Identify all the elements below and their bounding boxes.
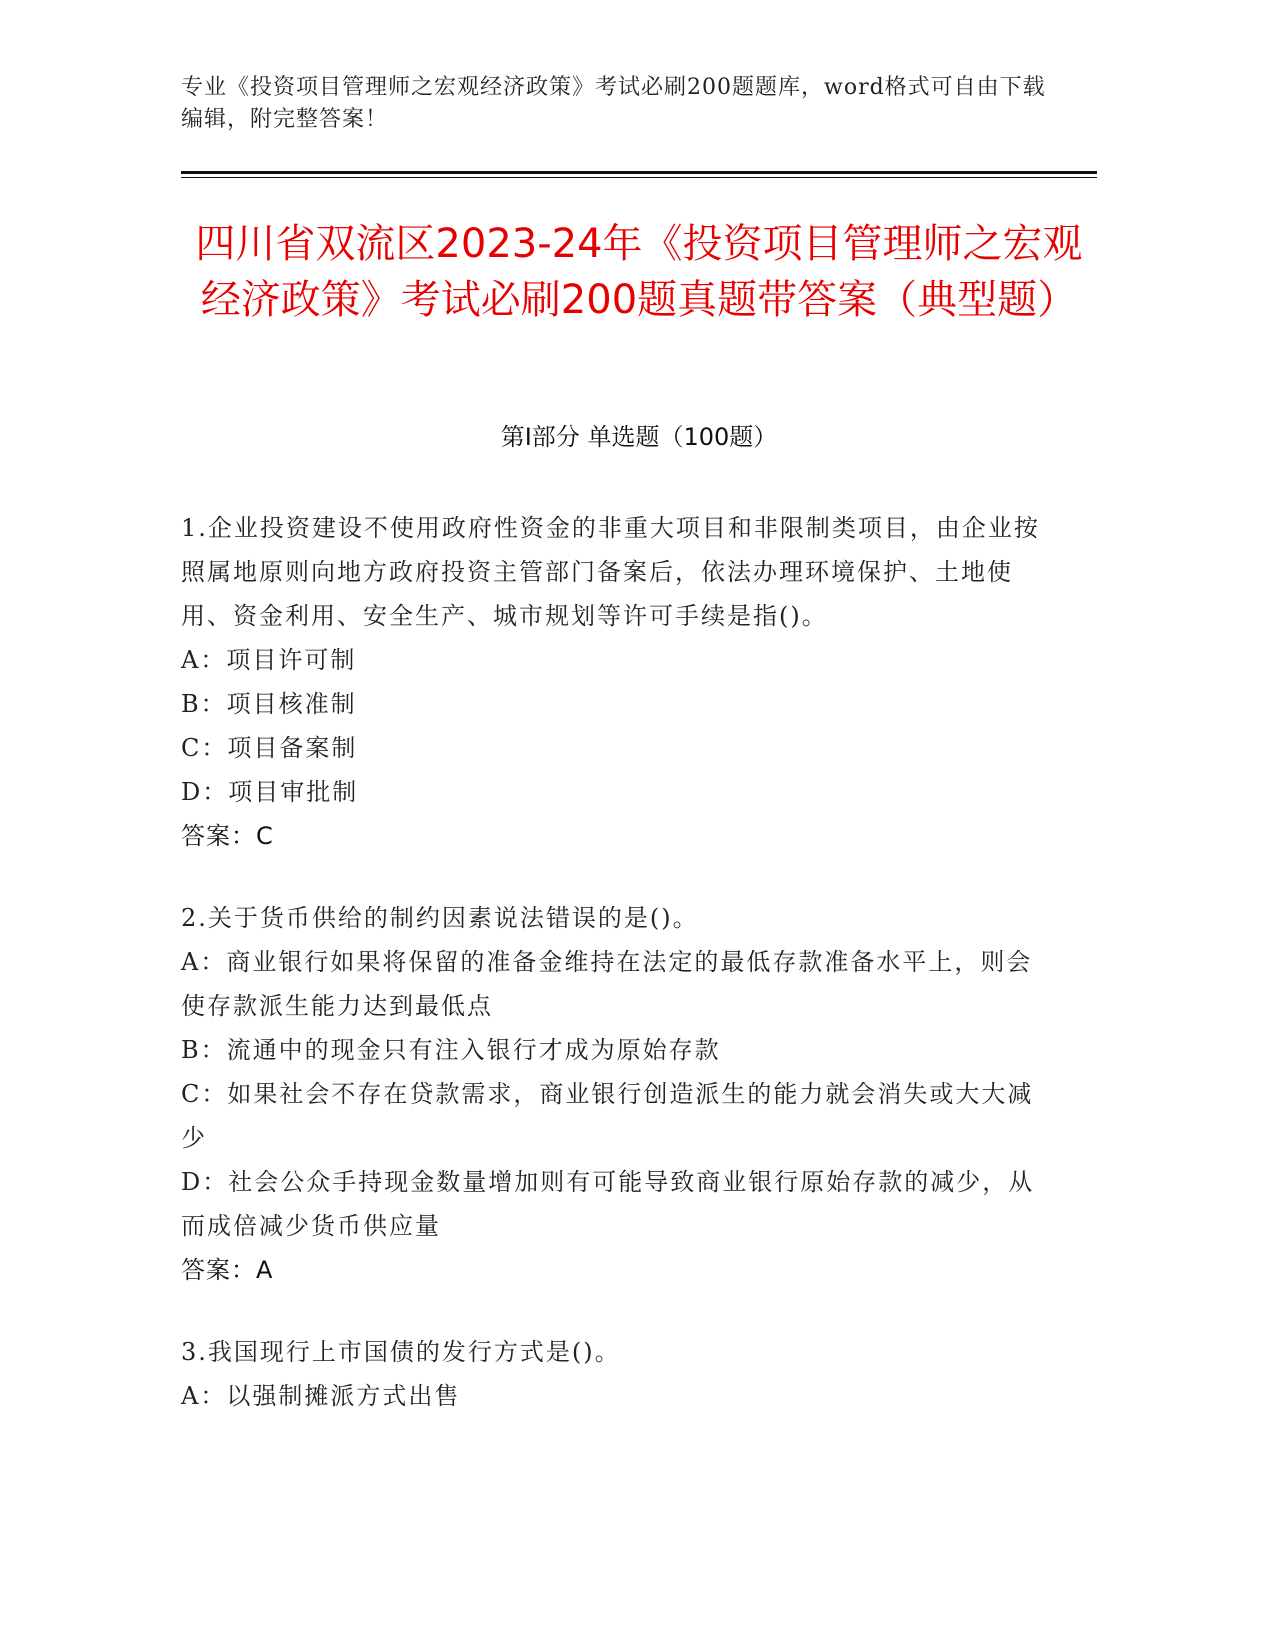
question-stem: 1.企业投资建设不使用政府性资金的非重大项目和非限制类项目，由企业按照属地原则向地方政府投资主管部门备案后，依法办理环境保护、土地使用、资金利用、安全生产、城市规划等许可手续是指()。 [181, 514, 1040, 630]
header-divider-thin [181, 177, 1097, 178]
question-list [181, 506, 1041, 1456]
question-stem: 3.我国现行上市国债的发行方式是()。 [181, 1338, 621, 1366]
question-option: D：项目审批制 [181, 778, 359, 806]
question-option: A：项目许可制 [181, 646, 357, 674]
question-stem: 2.关于货币供给的制约因素说法错误的是()。 [181, 904, 699, 932]
question-1 [181, 506, 1041, 858]
question-option: B：流通中的现金只有注入银行才成为原始存款 [181, 1036, 721, 1064]
header-note: 专业《投资项目管理师之宏观经济政策》考试必刷200题题库，word格式可自由下载编辑，附完整答案！ [181, 75, 1046, 132]
header-divider-thick [181, 171, 1097, 174]
question-2 [181, 896, 1041, 1292]
question-answer: 答案：A [181, 1256, 274, 1284]
document-title: 四川省双流区2023-24年《投资项目管理师之宏观经济政策》考试必刷200题真题带答案（典型题） [195, 221, 1083, 323]
question-3 [181, 1330, 1041, 1418]
question-option: A：以强制摊派方式出售 [181, 1382, 461, 1410]
question-option: C：项目备案制 [181, 734, 358, 762]
question-option: C：如果社会不存在贷款需求，商业银行创造派生的能力就会消失或大大减少 [181, 1080, 1034, 1152]
question-option: A：商业银行如果将保留的准备金维持在法定的最低存款准备水平上，则会使存款派生能力达到最低点 [181, 948, 1033, 1020]
section-title: 第I部分 单选题（100题） [500, 423, 778, 451]
question-answer: 答案：C [181, 822, 274, 850]
question-option: B：项目核准制 [181, 690, 357, 718]
question-option: D：社会公众手持现金数量增加则有可能导致商业银行原始存款的减少，从而成倍减少货币供应量 [181, 1168, 1035, 1240]
